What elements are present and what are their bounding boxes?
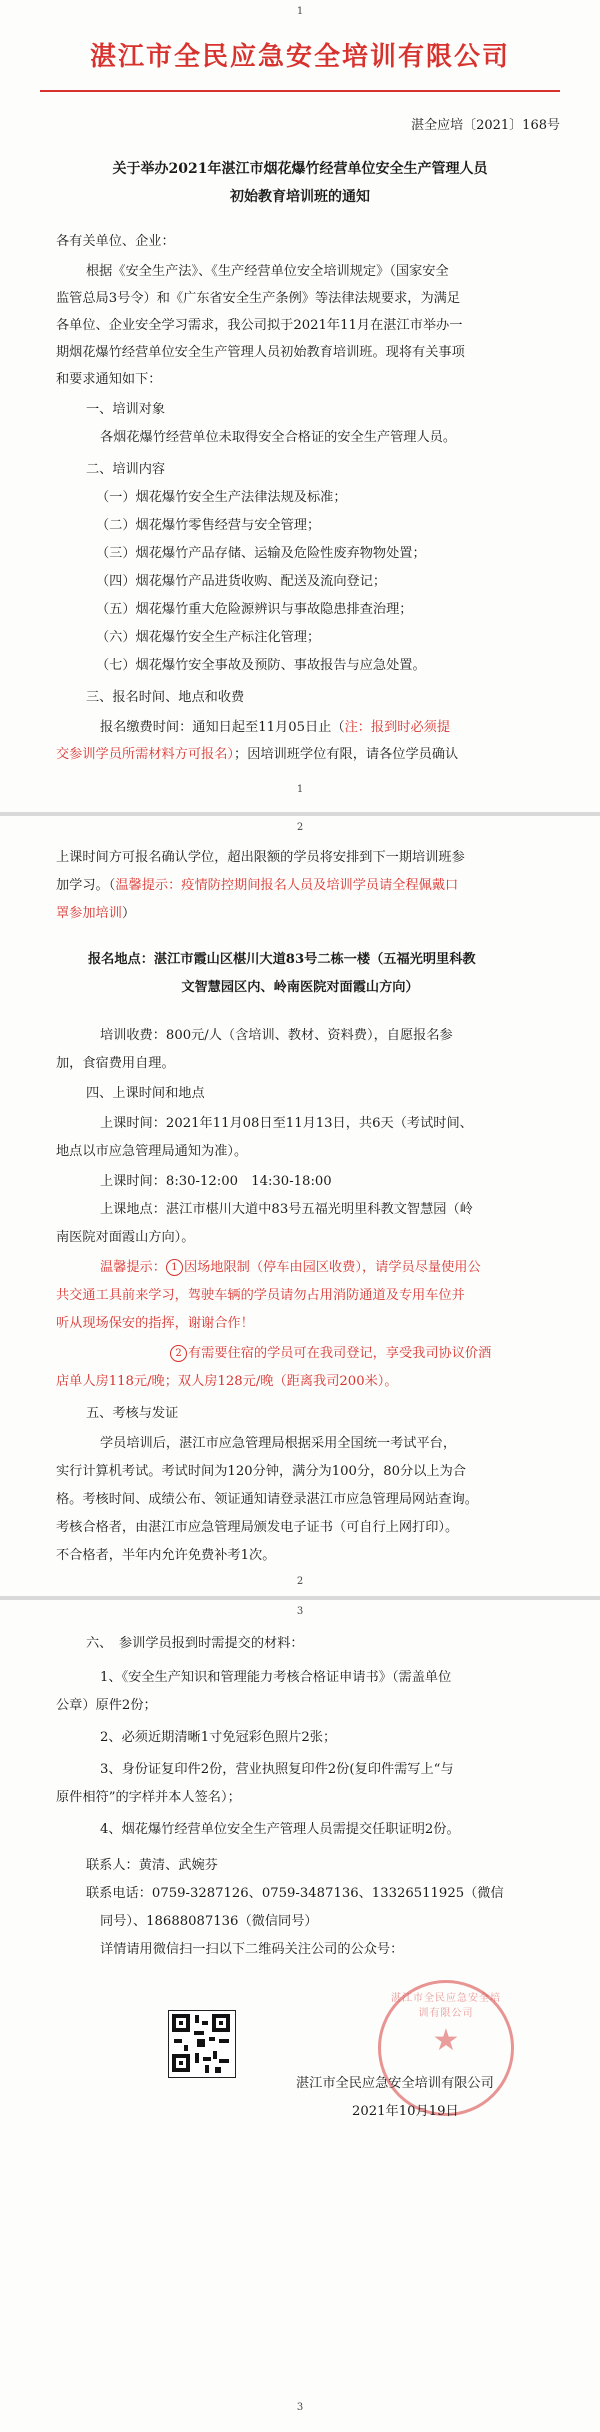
section-heading: 四、上课时间和地点 [86, 1086, 205, 1101]
tip-text: 因场地限制（停车由园区收费），请学员尽量使用公 [183, 1260, 481, 1275]
reg-address: 报名地点：湛江市霞山区椹川大道83号二栋一楼（五福光明里科教 [88, 952, 476, 967]
intro-line: 期烟花爆竹经营单位安全生产管理人员初始教育培训班。现将有关事项 [56, 345, 465, 360]
tip-text: 共交通工具前来学习，驾驶车辆的学员请勿占用消防通道及专用车位并 [56, 1288, 465, 1303]
page-number-bottom: 3 [296, 2402, 304, 2413]
intro-line: 监管总局3号令）和《广东省安全生产条例》等法律法规要求，为满足 [56, 291, 461, 306]
tip-2 [170, 1340, 491, 1367]
reg-line-suffix: ） [121, 906, 136, 921]
page-number-top: 3 [296, 1606, 304, 1617]
section-text: 各烟花爆竹经营单位未取得安全合格证的安全生产管理人员。 [100, 430, 457, 445]
class-hours: 上课时间：8:30-12:00 14:30-18:00 [100, 1174, 332, 1189]
epidemic-note: 温馨提示：疫情防控期间报名人员及培训学员请全程佩戴口 [115, 878, 459, 893]
reg-line [56, 872, 458, 899]
tip-text: 店单人房118元/晚；双人房128元/晚（距离我司200米）。 [56, 1374, 398, 1389]
letterhead: 湛江市全民应急安全培训有限公司 [89, 42, 510, 72]
material-item: 4、烟花爆竹经营单位安全生产管理人员需提交任职证明2份。 [100, 1822, 460, 1837]
tip-text: 有需要住宿的学员可在我司登记，享受我司协议价酒 [188, 1346, 492, 1361]
contact-people: 联系人：黄清、武婉芬 [86, 1858, 218, 1873]
intro-line: 根据《安全生产法》、《生产经营单位安全培训规定》（国家安全 [86, 264, 449, 279]
document-page-3 [0, 1600, 600, 2432]
contact-phone: 联系电话：0759-3287126、0759-3487136、13326511925（微信 [86, 1886, 504, 1901]
reg-time-note: 注：报到时必须提 [344, 720, 451, 735]
class-time: 地点以市应急管理局通知为准）。 [56, 1144, 248, 1159]
tip-number: 2 [170, 1345, 187, 1362]
section-heading: 三、报名时间、地点和收费 [86, 690, 245, 705]
exam-line: 不合格者，半年内允许免费补考1次。 [56, 1548, 276, 1563]
section-heading: 六、 参训学员报到时需提交的材料： [86, 1636, 304, 1651]
wechat-qr-code[interactable] [168, 2010, 236, 2078]
list-item: （五）烟花爆竹重大危险源辨识与事故隐患排查治理； [96, 602, 413, 617]
material-item: 公章）原件2份； [56, 1698, 157, 1713]
section-heading: 五、考核与发证 [86, 1406, 179, 1421]
doc-number: 湛全应培〔2021〕168号 [411, 118, 560, 133]
company-seal [378, 1980, 514, 2116]
salutation: 各有关单位、企业： [56, 234, 175, 249]
signature-company: 湛江市全民应急安全培训有限公司 [296, 2076, 494, 2091]
reg-line [56, 900, 135, 927]
tip-number: 1 [166, 1259, 183, 1276]
doc-title-line1: 关于举办2021年湛江市烟花爆竹经营单位安全生产管理人员 [112, 161, 488, 177]
list-item: （二）烟花爆竹零售经营与安全管理； [96, 518, 321, 533]
reg-line: 上课时间方可报名确认学位，超出限额的学员将安排到下一期培训班参 [56, 850, 465, 865]
reg-address: 文智慧园区内、岭南医院对面霞山方向） [181, 980, 419, 995]
fee-line: 加，食宿费用自理。 [56, 1056, 175, 1071]
reg-time-suffix: ；因培训班学位有限，请各位学员确认 [234, 747, 459, 762]
reg-time-line2 [56, 741, 458, 768]
reg-line-prefix: 加学习。（ [56, 878, 116, 893]
seal-star-icon: ★ [432, 2023, 460, 2058]
page-number-bottom: 1 [296, 784, 304, 795]
reg-time-note: 交参训学员所需材料方可报名） [56, 747, 235, 762]
seal-text: 湛江市全民应急安全培训有限公司 [391, 1993, 501, 2019]
reg-time-prefix: 报名缴费时间：通知日起至11月05日止（ [100, 720, 345, 735]
document-page-1 [0, 0, 600, 812]
list-item: （六）烟花爆竹安全生产标注化管理； [96, 630, 321, 645]
material-item: 1、《安全生产知识和管理能力考核合格证申请书》（需盖单位 [100, 1670, 452, 1685]
document-page-2 [0, 816, 600, 1596]
page-number-top: 1 [296, 6, 304, 17]
class-place: 上课地点：湛江市椹川大道中83号五福光明里科教文智慧园（岭 [100, 1202, 473, 1217]
exam-line: 考核合格者，由湛江市应急管理局颁发电子证书（可自行上网打印）。 [56, 1520, 459, 1535]
fee-line: 培训收费：800元/人（含培训、教材、资料费），自愿报名参 [100, 1028, 453, 1043]
intro-line: 各单位、企业安全学习需求，我公司拟于2021年11月在湛江市举办一 [56, 318, 463, 333]
page-number-bottom: 2 [296, 1576, 304, 1587]
wechat-instruction: 详情请用微信扫一扫以下二维码关注公司的公众号： [100, 1942, 404, 1957]
tip-text: 听从现场保安的指挥，谢谢合作！ [56, 1316, 254, 1331]
list-item: （四）烟花爆竹产品进货收购、配送及流向登记； [96, 574, 387, 589]
class-place: 南医院对面霞山方向）。 [56, 1230, 195, 1245]
exam-line: 学员培训后，湛江市应急管理局根据采用全国统一考试平台， [100, 1436, 457, 1451]
section-heading: 一、培训对象 [86, 402, 166, 417]
section-heading: 二、培训内容 [86, 462, 166, 477]
contact-phone: 同号）、18688087136（微信同号） [100, 1914, 318, 1929]
list-item: （三）烟花爆竹产品存储、运输及危险性废弃物物处置； [96, 546, 426, 561]
list-item: （七）烟花爆竹安全事故及预防、事故报告与应急处置。 [96, 658, 426, 673]
letterhead-rule [40, 90, 560, 92]
exam-line: 格。考核时间、成绩公布、领证通知请登录湛江市应急管理局网站查询。 [56, 1492, 478, 1507]
material-item: 3、身份证复印件2份，营业执照复印件2份(复印件需写上“与 [100, 1762, 454, 1777]
material-item: 2、必须近期清晰1寸免冠彩色照片2张； [100, 1730, 337, 1745]
reg-time-line1 [100, 714, 450, 741]
signature-date: 2021年10月19日 [352, 2104, 459, 2119]
class-time: 上课时间：2021年11月08日至11月13日，共6天（考试时间、 [100, 1116, 473, 1131]
material-item: 原件相符”的字样并本人签名）； [56, 1790, 241, 1805]
doc-title-line2: 初始教育培训班的通知 [230, 189, 370, 205]
tip-1 [100, 1254, 481, 1281]
list-item: （一）烟花爆竹安全生产法律法规及标准； [96, 490, 347, 505]
exam-line: 实行计算机考试。考试时间为120分钟，满分为100分，80分以上为合 [56, 1464, 466, 1479]
intro-line: 和要求通知如下： [56, 372, 162, 387]
notice-label: 温馨提示： [100, 1260, 166, 1275]
epidemic-note: 罩参加培训 [56, 906, 122, 921]
page-number-top: 2 [296, 822, 304, 833]
